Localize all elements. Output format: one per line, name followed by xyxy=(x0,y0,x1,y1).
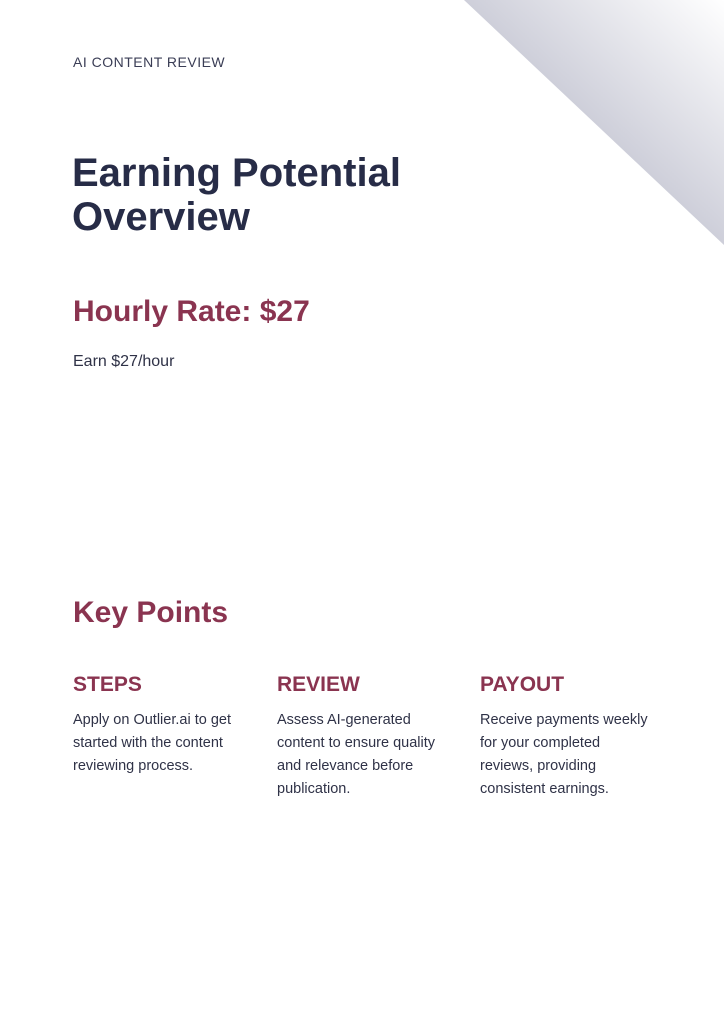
hourly-rate-heading: Hourly Rate: $27 xyxy=(73,295,310,328)
key-point-review xyxy=(277,671,453,801)
page-title: Earning Potential Overview xyxy=(72,151,401,239)
key-point-steps xyxy=(73,671,249,778)
key-point-text: Apply on Outlier.ai to get started with the content reviewing process. xyxy=(73,712,231,774)
key-point-title: PAYOUT xyxy=(480,673,565,696)
key-point-title: STEPS xyxy=(73,673,142,696)
hourly-rate-text: Earn $27/hour xyxy=(73,353,175,370)
section-eyebrow: AI CONTENT REVIEW xyxy=(73,54,226,70)
key-point-payout xyxy=(480,671,656,801)
key-points-heading: Key Points xyxy=(73,596,229,629)
key-point-text: Assess AI-generated content to ensure quality and relevance before publication. xyxy=(277,712,435,797)
key-point-text: Receive payments weekly for your completed reviews, providing consistent earnings. xyxy=(480,712,648,797)
corner-decoration xyxy=(464,0,724,245)
key-point-title: REVIEW xyxy=(277,673,360,696)
